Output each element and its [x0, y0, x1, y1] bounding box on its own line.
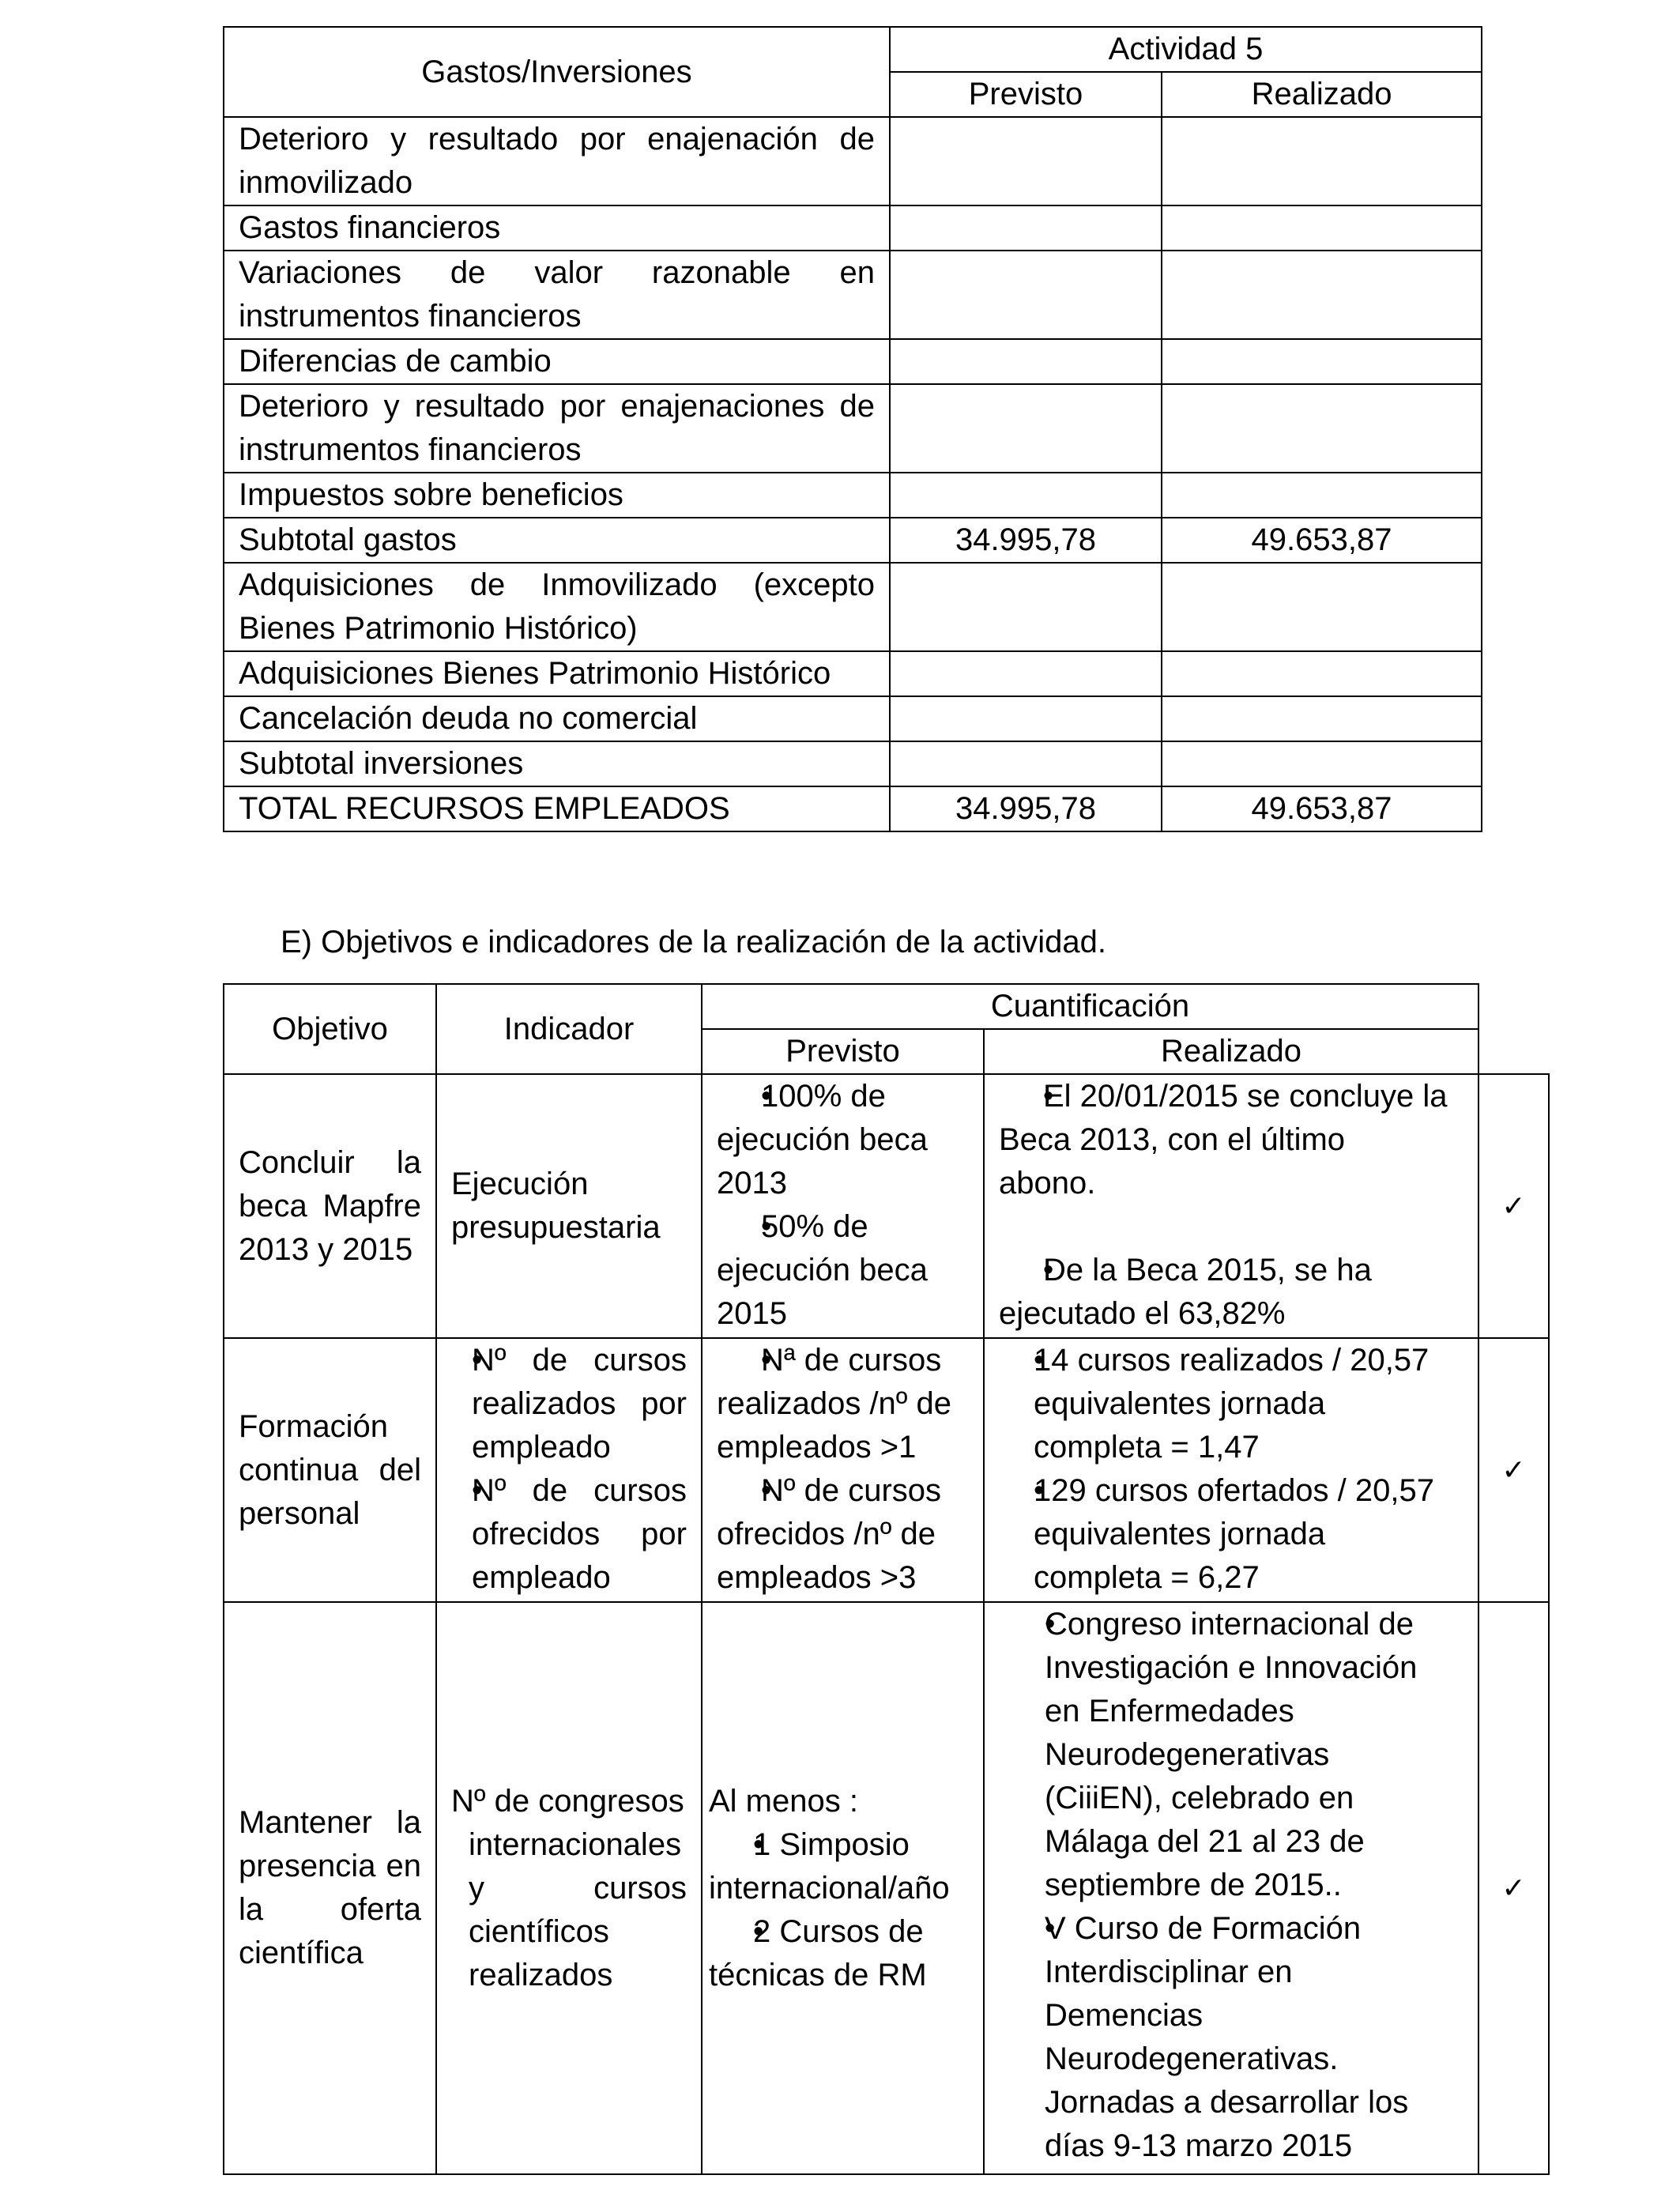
section-e-caption: E) Objetivos e indicadores de la realización de la actividad. [281, 925, 1107, 959]
row-realizado [1162, 473, 1482, 518]
previsto-intro: Al menos : [709, 1783, 858, 1819]
gastos-inversiones-table [223, 26, 1482, 832]
list-item-text: Investigación e Innovación [1045, 1650, 1418, 1685]
row-label: Cancelación deuda no comercial [224, 696, 890, 741]
list-item-text: Nª de cursos [761, 1343, 942, 1378]
list-item [999, 1249, 1463, 1336]
table-row [224, 696, 1482, 741]
objetivo-line: personal [239, 1495, 360, 1531]
indicador-line: científicos [469, 1913, 609, 1949]
row-previsto [890, 117, 1162, 205]
header-spacer [1478, 1029, 1549, 1074]
list-item [999, 1075, 1463, 1205]
row-label: Variaciones de valor razonable en instrumentos financieros [224, 251, 890, 339]
header-gastos-inversiones: Gastos/Inversiones [224, 27, 890, 117]
list-item-text: (CiiiEN), celebrado en [1045, 1781, 1354, 1815]
row-realizado [1162, 384, 1482, 473]
list-item [999, 1907, 1463, 2168]
list-item-text: en Enfermedades [1045, 1694, 1294, 1728]
list-item-text: abono. [999, 1166, 1096, 1201]
list-item-text: 14 cursos realizados / 20,57 [1034, 1343, 1430, 1378]
list-item-text: Neurodegenerativas. [1045, 2041, 1339, 2076]
realizado-cell [984, 1602, 1478, 2174]
list-item-text: empleados >3 [717, 1560, 917, 1595]
row-realizado [1162, 251, 1482, 339]
objetivo-line: Concluir la [239, 1144, 421, 1180]
objetivo-line: la oferta [239, 1892, 421, 1927]
indicador-cell [436, 1602, 702, 2174]
objetivo-line: presencia en [239, 1849, 421, 1883]
table-row [224, 563, 1482, 651]
objetivo-line: Mantener la [239, 1805, 421, 1840]
list-item-text: Málaga del 21 al 23 de [1045, 1824, 1365, 1859]
row-previsto [890, 651, 1162, 696]
list-item-text: 2015 [717, 1296, 787, 1331]
list-item-text: ejecutado el 63,82% [999, 1296, 1286, 1331]
row-previsto: 34.995,78 [890, 518, 1162, 563]
table-row [224, 205, 1482, 251]
list-item-text: Beca 2013, con el último [999, 1122, 1346, 1157]
table-row [224, 1338, 1549, 1602]
list-item-text: Nº de cursos [472, 1343, 687, 1378]
list-item-text: 2013 [717, 1166, 787, 1201]
list-item-text: septiembre de 2015.. [1045, 1868, 1342, 1902]
objetivo-cell [224, 1338, 436, 1602]
indicador-cell [436, 1074, 702, 1338]
list-item-text: V Curso de Formación [1045, 1911, 1362, 1946]
list-item-text: 100% de [761, 1079, 886, 1114]
row-previsto [890, 205, 1162, 251]
indicador-line: presupuestaria [451, 1210, 661, 1245]
objetivo-cell [224, 1602, 436, 2174]
list-item-text: 1 Simposio [753, 1826, 910, 1862]
indicador-line: internacionales [469, 1826, 682, 1862]
list-item [994, 1339, 1463, 1469]
list-item-text: Demencias [1045, 1998, 1203, 2033]
objetivo-cell [224, 1074, 436, 1338]
check-icon: ✓ [1478, 1074, 1549, 1338]
list-item-text: empleado [472, 1560, 611, 1595]
list-item-text: Congreso internacional de [1045, 1607, 1414, 1642]
list-item-text: De la Beca 2015, se ha [1043, 1253, 1372, 1287]
list-item [994, 1469, 1463, 1600]
row-realizado [1162, 651, 1482, 696]
objetivo-line: continua del [239, 1452, 421, 1487]
header-realizado: Realizado [1162, 72, 1482, 117]
objetivo-line: 2013 y 2015 [239, 1231, 413, 1267]
list-item-text: empleados >1 [717, 1430, 917, 1465]
list-item-text: equivalentes jornada [1034, 1386, 1326, 1421]
list-item-text: Nº de cursos [472, 1473, 687, 1508]
objetivo-line: científica [239, 1936, 363, 1970]
list-item [448, 1469, 687, 1600]
table-row [224, 473, 1482, 518]
list-item-text: ejecución beca [717, 1253, 928, 1287]
row-label: Adquisiciones de Inmovilizado (excepto Bienes Patrimonio Histórico) [224, 563, 890, 651]
row-label: Gastos financieros [224, 205, 890, 251]
list-item-text: ofrecidos /nº de [717, 1517, 936, 1551]
list-item [709, 1910, 977, 1997]
list-item-text: Jornadas a desarrollar los [1045, 2085, 1409, 2120]
table-row [224, 741, 1482, 786]
row-realizado [1162, 741, 1482, 786]
list-item [717, 1205, 969, 1336]
header-objetivo: Objetivo [224, 984, 436, 1074]
row-label: Subtotal gastos [224, 518, 890, 563]
list-item [999, 1603, 1463, 1907]
row-label: Deterioro y resultado por enajenaciones de instrumentos financieros [224, 384, 890, 473]
table-row [224, 1074, 1549, 1338]
header-previsto: Previsto [702, 1029, 984, 1074]
table-row [224, 339, 1482, 384]
row-previsto: 34.995,78 [890, 786, 1162, 831]
row-realizado [1162, 339, 1482, 384]
list-item-text: El 20/01/2015 se concluye la [1043, 1079, 1448, 1114]
row-previsto [890, 563, 1162, 651]
realizado-cell [984, 1074, 1478, 1338]
header-previsto: Previsto [890, 72, 1162, 117]
row-previsto [890, 696, 1162, 741]
list-item-text: completa = 6,27 [1034, 1560, 1260, 1595]
list-item-text: Interdisciplinar en [1045, 1955, 1293, 1989]
header-spacer [1478, 984, 1549, 1029]
indicador-cell [436, 1338, 702, 1602]
objetivo-line: beca Mapfre [239, 1188, 421, 1223]
table-row [224, 251, 1482, 339]
list-item-text: ejecución beca [717, 1122, 928, 1157]
indicador-line: realizados [469, 1957, 613, 1992]
table-row [224, 651, 1482, 696]
list-item [717, 1469, 969, 1600]
indicador-line: Ejecución [451, 1167, 589, 1201]
list-item-text: 2 Cursos de [753, 1913, 924, 1949]
list-item-text: días 9-13 marzo 2015 [1045, 2128, 1353, 2163]
list-item-text: 129 cursos ofertados / 20,57 [1034, 1473, 1434, 1508]
list-item [717, 1339, 969, 1469]
indicador-line: y cursos [469, 1870, 687, 1906]
row-previsto [890, 339, 1162, 384]
table-row [224, 1602, 1549, 2174]
list-item [709, 1823, 977, 1910]
row-realizado [1162, 117, 1482, 205]
row-realizado [1162, 205, 1482, 251]
row-realizado: 49.653,87 [1162, 786, 1482, 831]
list-item-text: completa = 1,47 [1034, 1430, 1260, 1465]
row-previsto [890, 473, 1162, 518]
header-realizado: Realizado [984, 1029, 1478, 1074]
row-previsto [890, 251, 1162, 339]
list-item-text: 50% de [761, 1209, 868, 1244]
row-realizado [1162, 696, 1482, 741]
row-realizado [1162, 563, 1482, 651]
realizado-cell [984, 1338, 1478, 1602]
row-previsto [890, 384, 1162, 473]
table-row [224, 117, 1482, 205]
row-realizado: 49.653,87 [1162, 518, 1482, 563]
row-label: Impuestos sobre beneficios [224, 473, 890, 518]
list-item [717, 1075, 969, 1205]
header-indicador: Indicador [436, 984, 702, 1074]
list-item-text: empleado [472, 1430, 611, 1465]
list-item [448, 1339, 687, 1469]
table-row [224, 384, 1482, 473]
row-label: Adquisiciones Bienes Patrimonio Histórico [224, 651, 890, 696]
header-cuantificacion: Cuantificación [702, 984, 1478, 1029]
table-row-total [224, 786, 1482, 831]
row-label: TOTAL RECURSOS EMPLEADOS [224, 786, 890, 831]
list-item-text: técnicas de RM [709, 1957, 927, 1992]
list-item-text: equivalentes jornada [1034, 1517, 1326, 1551]
check-icon: ✓ [1478, 1338, 1549, 1602]
header-actividad-5: Actividad 5 [890, 27, 1482, 72]
check-icon: ✓ [1478, 1602, 1549, 2174]
list-item-text: internacional/año [709, 1870, 950, 1906]
list-item-text: ofrecidos por [472, 1517, 687, 1551]
list-item-text: Nº de cursos [761, 1473, 942, 1508]
indicador-line: Nº de congresos [451, 1783, 684, 1819]
row-label: Subtotal inversiones [224, 741, 890, 786]
row-previsto [890, 741, 1162, 786]
row-label: Deterioro y resultado por enajenación de inmovilizado [224, 117, 890, 205]
objetivos-indicadores-table [223, 983, 1550, 2175]
previsto-cell [702, 1074, 984, 1338]
list-item-text: Neurodegenerativas [1045, 1737, 1330, 1772]
previsto-cell [702, 1338, 984, 1602]
objetivo-line: Formación [239, 1408, 388, 1444]
list-item-text: realizados por [472, 1386, 687, 1421]
row-label: Diferencias de cambio [224, 339, 890, 384]
table-row-subtotal-gastos [224, 518, 1482, 563]
previsto-cell [702, 1602, 984, 2174]
list-item-text: realizados /nº de [717, 1386, 952, 1421]
